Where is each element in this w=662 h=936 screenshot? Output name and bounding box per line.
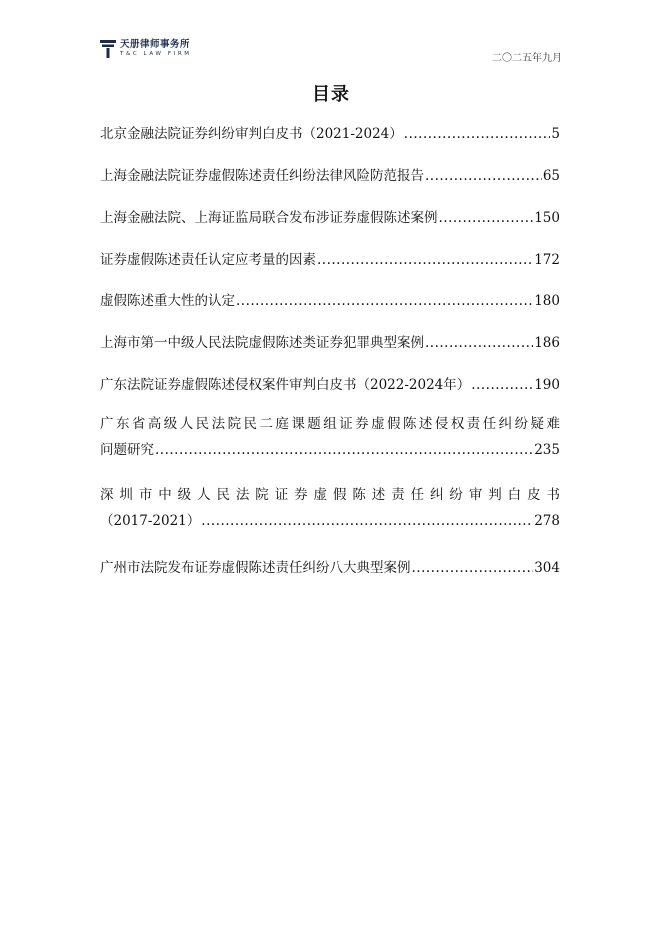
toc-entry-title: 北京金融法院证券纠纷审判白皮书（2021-2024）: [100, 126, 403, 142]
toc-entry-title: 证券虚假陈述责任认定应考量的因素: [100, 252, 316, 268]
toc-entry[interactable]: [100, 414, 560, 460]
page-title: 目录: [312, 84, 350, 105]
toc-entry-page: 304: [534, 560, 560, 576]
toc-entry-page: 190: [534, 377, 560, 393]
toc-leader-dots: [317, 250, 533, 270]
toc-entry[interactable]: [100, 333, 560, 353]
page-header: [100, 40, 562, 64]
toc-leader-dots: [412, 558, 534, 578]
toc-leader-dots: [425, 333, 533, 353]
toc-entry-title-line2: 问题研究: [100, 442, 154, 458]
toc-entry-page: 278: [534, 513, 560, 529]
toc-entry-title: 上海市第一中级人民法院虚假陈述类证券犯罪典型案例: [100, 335, 424, 351]
toc-entry-page: 65: [542, 168, 560, 184]
toc-leader-dots: [155, 440, 533, 460]
toc-entry-page: 172: [534, 252, 560, 268]
toc-entry-title: 上海金融法院证券虚假陈述责任纠纷法律风险防范报告: [100, 168, 424, 184]
toc-entry-title: 广东法院证券虚假陈述侵权案件审判白皮书（2022-2024年）: [100, 377, 471, 393]
toc-entry-title: 上海金融法院、上海证监局联合发布涉证券虚假陈述案例: [100, 210, 438, 226]
toc-entry-title: 广州市法院发布证券虚假陈述责任纠纷八大典型案例: [100, 560, 411, 576]
toc-leader-dots: [236, 291, 533, 311]
toc-entry[interactable]: [100, 166, 560, 186]
firm-name-cn: 天册律师事务所: [120, 39, 191, 50]
toc-entry-title: 虚假陈述重大性的认定: [100, 293, 235, 309]
toc-entry-page: 186: [534, 335, 560, 351]
toc-entry-page: 235: [534, 442, 560, 458]
firm-logo: [100, 40, 192, 58]
toc-leader-dots: [201, 511, 533, 531]
toc-entry-title-line1: 深圳市中级人民法院证券虚假陈述责任纠纷审判白皮书: [100, 487, 560, 503]
toc-entry[interactable]: [100, 208, 560, 228]
toc-entry-page: 180: [534, 293, 560, 309]
toc-entry-title-line2: （2017-2021）: [100, 513, 201, 529]
firm-name-en: T&C LAW FIRM: [120, 50, 192, 57]
toc-leader-dots: [404, 124, 551, 144]
toc-entry-title-line1: 广东省高级人民法院民二庭课题组证券虚假陈述侵权责任纠纷疑难: [100, 416, 560, 432]
document-date: 二〇二五年九月: [492, 53, 562, 64]
toc-leader-dots: [471, 375, 533, 395]
tc-logo-icon: [100, 40, 116, 58]
toc-entry[interactable]: [100, 124, 560, 144]
toc-entry[interactable]: [100, 558, 560, 578]
toc-leader-dots: [439, 208, 534, 228]
toc-entry[interactable]: [100, 485, 560, 531]
toc-entry-page: 150: [534, 210, 560, 226]
toc-entry-page: 5: [551, 126, 560, 142]
toc-entry[interactable]: [100, 291, 560, 311]
toc-leader-dots: [425, 166, 542, 186]
toc-entry[interactable]: [100, 250, 560, 270]
toc-entry[interactable]: [100, 375, 560, 395]
